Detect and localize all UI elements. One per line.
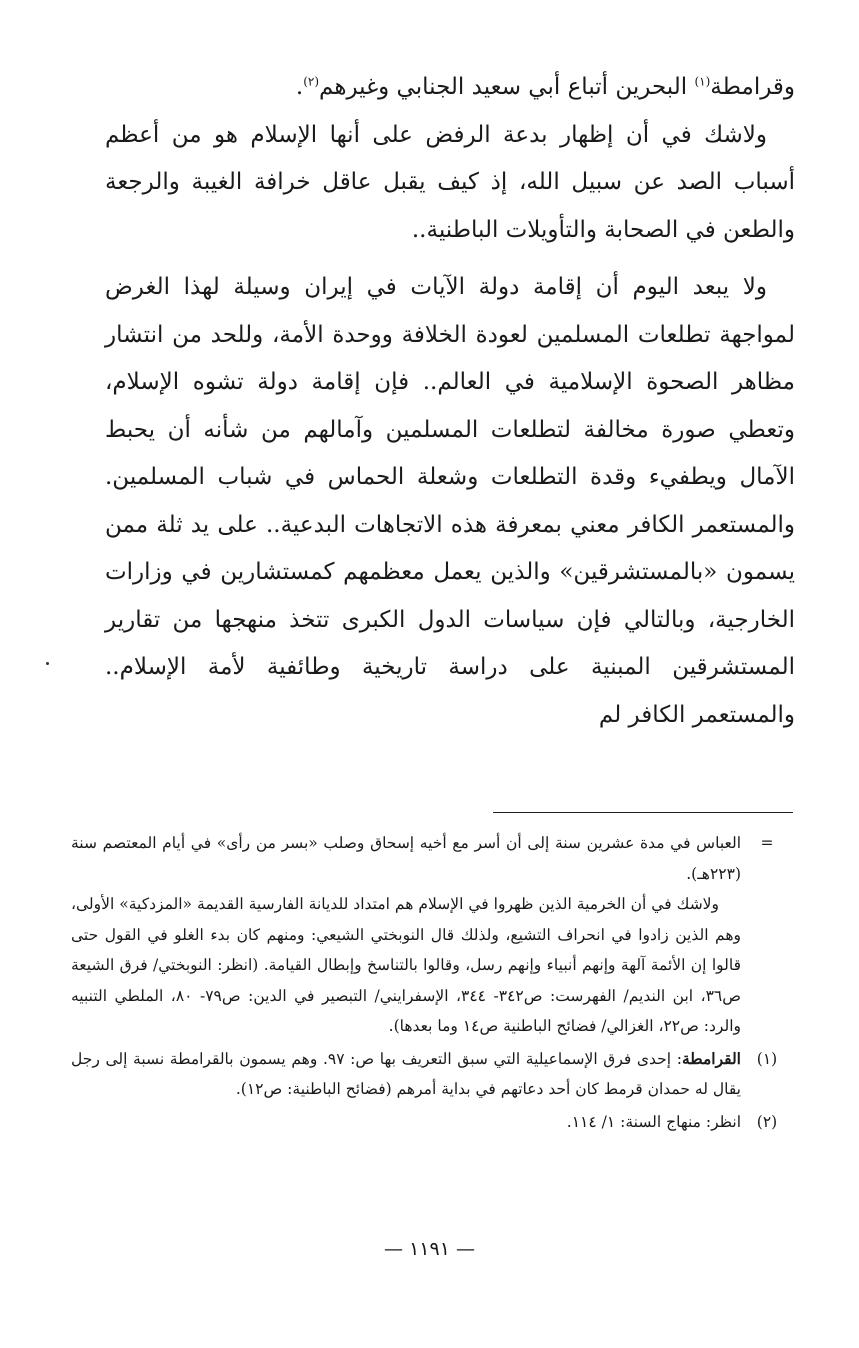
text-span: .: [295, 74, 304, 100]
footnotes: [71, 828, 793, 1137]
footnote-separator: [493, 812, 793, 813]
margin-mark: [46, 662, 49, 665]
text-span: البحرين أتباع أبي سعيد الجنابي وغيرهم: [319, 74, 695, 100]
footnote-body: [71, 828, 741, 1042]
footnote-body: [71, 1044, 741, 1105]
footnote-paragraph: ولاشك في أن الخرمية الذين ظهروا في الإسلام هم امتداد للديانة الفارسية القديمة «المزدكية» الأولى، وهم الذين زادوا في انحراف التشيع، ولذلك قال النوبختي الشيعي: ومنهم كان بدء الغلو في القول حتى قالوا إن الأئمة آلهة وإنهم أنبياء وإنهم رسل، وقالوا بالتناسخ وإبطال القيامة. (انظر: النوبختي/ فرق الشيعة ص٣٦، ابن النديم/ الفهرست: ص٣٤٢- ٣٤٤، الإسفرايني/ التبصير في الدين: ص٧٩- ٨٠، الملطي التنبيه والرد: ص٢٢، الغزالي/ فضائح الباطنية ص١٤ وما بعدها).: [71, 895, 742, 1035]
footnote-2: [71, 1107, 793, 1138]
paragraph-1: [105, 64, 795, 112]
text-span: وقرامطة: [710, 74, 795, 100]
page-number: — ١١٩١ —: [384, 1238, 475, 1260]
paragraph-2: ولاشك في أن إظهار بدعة الرفض على أنها الإسلام هو من أعظم أسباب الصد عن سبيل الله، إذ كيف يقبل عاقل خرافة الغيبة والرجعة والطعن في الصحابة والتأويلات الباطنية..: [105, 121, 795, 243]
main-text: [105, 64, 795, 739]
footnote-mark: (١): [756, 1049, 778, 1068]
footnote-1: [71, 1044, 793, 1105]
footnote-paragraph: العباس في مدة عشرين سنة إلى أن أسر مع أخيه إسحاق وصلب «بسر من رأى» في أيام المعتصم سنة (٢٢٣هـ).: [71, 834, 741, 883]
footnote-paragraph: [71, 1044, 741, 1105]
footnote-mark: (٢): [756, 1112, 778, 1131]
footnote-ref-1: (١): [694, 74, 711, 89]
footnote-mark: =: [760, 834, 774, 852]
footnote-ref-2: (٢): [303, 74, 320, 89]
footnote-text: : إحدى فرق الإسماعيلية التي سبق التعريف بها ص: ٩٧. وهم يسمون بالقرامطة نسبة إلى رجل يقال له حمدان قرمط كان أحد دعاتهم في بداية أمرهم (فضائح الباطنية: ص١٢).: [71, 1049, 741, 1098]
paragraph-3: ولا يبعد اليوم أن إقامة دولة الآيات في إيران وسيلة لهذا الغرض لمواجهة تطلعات المسلمين لعودة الخلافة ووحدة الأمة، وللحد من انتشار مظاهر الصحوة الإسلامية في العالم.. فإن إقامة دولة تشوه الإسلام، وتعطي صورة مخالفة لتطلعات المسلمين وآمالهم من شأنه أن يحبط الآمال ويطفيء وقدة التطلعات وشعلة الحماس في شباب المسلمين. والمستعمر الكافر معني بمعرفة هذه الاتجاهات البدعية.. على يد ثلة ممن يسمون «بالمستشرقين» والذين يعمل معظمهم كمستشارين في وزارات الخارجية، وبالتالي فإن سياسات الدول الكبرى تتخذ منهجها من تقارير المستشرقين المبنية على دراسة تاريخية وطائفية لأمة الإسلام.. والمستعمر الكافر لم: [105, 274, 795, 728]
footnote-continuation: [71, 828, 793, 1042]
footnote-body: [71, 1107, 741, 1138]
footnote-term: القرامطة: [681, 1048, 741, 1068]
footnote-paragraph: انظر: منهاج السنة: ١/ ١١٤.: [566, 1112, 741, 1131]
